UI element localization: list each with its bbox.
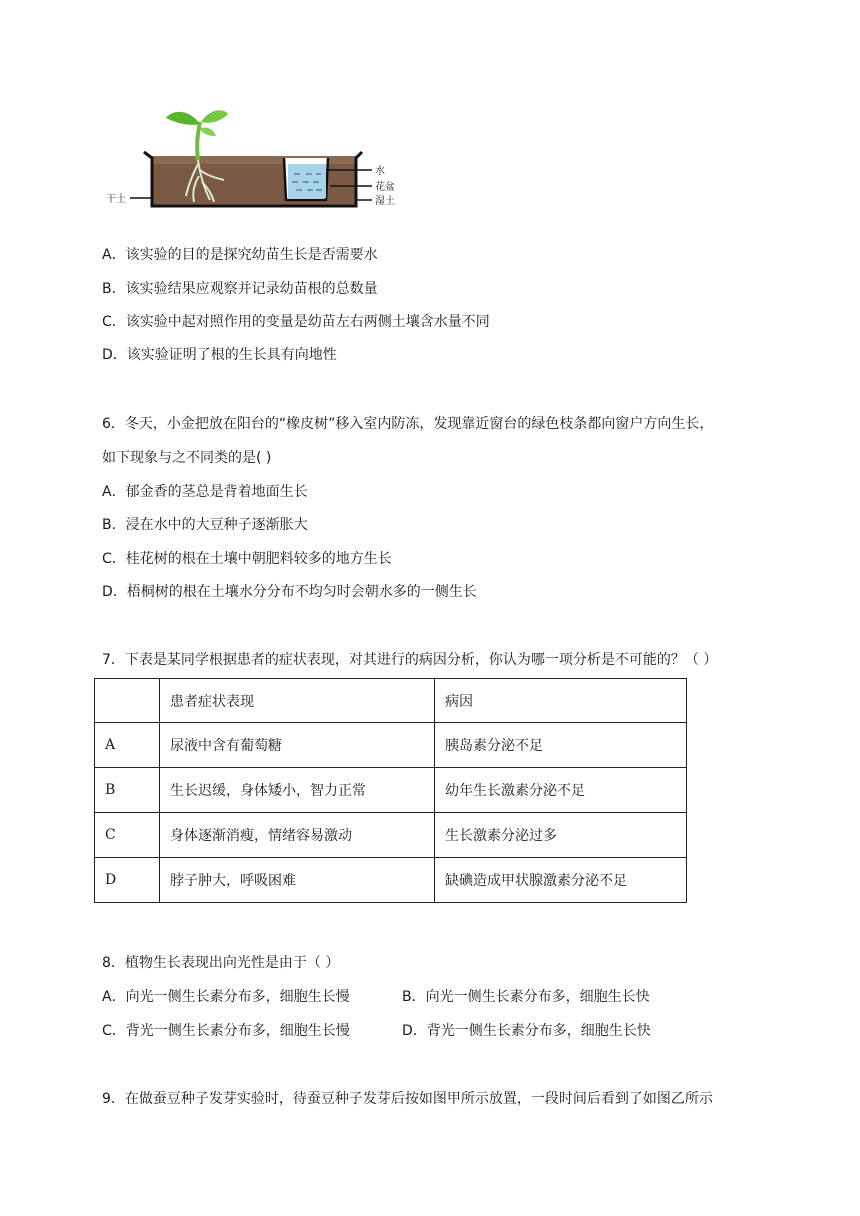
q9-stem-line1: 9．在做蚕豆种子发芽实验时，待蚕豆种子发芽后按如图甲所示放置，一段时间后看到了如图乙所示 xyxy=(102,1091,713,1107)
table-cell: 缺碘造成甲状腺激素分泌不足 xyxy=(435,858,687,903)
q5-option-b: B．该实验结果应观察并记录幼苗根的总数量 xyxy=(102,281,378,297)
label-dry-soil: 干土 xyxy=(106,194,126,205)
q6-option-c: C．桂花树的根在土壤中朝肥料较多的地方生长 xyxy=(102,551,392,567)
table-header-cell: 病因 xyxy=(435,679,687,723)
q8-option-a: A．向光一侧生长素分布多，细胞生长慢 xyxy=(102,989,350,1005)
q8-option-c: C．背光一侧生长素分布多，细胞生长慢 xyxy=(102,1023,350,1039)
table-cell: 生长激素分泌过多 xyxy=(435,813,687,858)
table-row xyxy=(95,813,687,858)
label-flowerpot: 花盆 xyxy=(375,182,395,193)
table-row xyxy=(95,768,687,813)
table-cell: C xyxy=(95,813,160,858)
table-cell: 生长迟缓，身体矮小，智力正常 xyxy=(160,768,435,813)
table-cell: 幼年生长激素分泌不足 xyxy=(435,768,687,813)
table-header-cell: 患者症状表现 xyxy=(160,679,435,723)
q6-stem-line2: 如下现象与之不同类的是( ) xyxy=(102,450,272,466)
q6-option-b: B．浸在水中的大豆种子逐渐胀大 xyxy=(102,517,308,533)
label-wet-soil: 湿土 xyxy=(375,196,395,207)
q5-option-c: C．该实验中起对照作用的变量是幼苗左右两侧土壤含水量不同 xyxy=(102,314,490,330)
table-cell: 尿液中含有葡萄糖 xyxy=(160,723,435,768)
label-water: 水 xyxy=(375,166,385,177)
table-cell: 脖子肿大，呼吸困难 xyxy=(160,858,435,903)
q6-option-d: D．梧桐树的根在土壤水分分布不均匀时会朝水多的一侧生长 xyxy=(102,584,477,600)
q5-option-d: D．该实验证明了根的生长具有向地性 xyxy=(102,347,337,363)
table-cell: 胰岛素分泌不足 xyxy=(435,723,687,768)
table-header-row xyxy=(95,679,687,723)
water xyxy=(288,164,326,198)
table-row xyxy=(95,723,687,768)
experiment-figure xyxy=(100,104,400,214)
q8-option-b: B．向光一侧生长素分布多，细胞生长快 xyxy=(402,989,650,1005)
q8-stem: 8．植物生长表现出向光性是由于（ ） xyxy=(102,955,340,971)
table-cell: D xyxy=(95,858,160,903)
q6-option-a: A．郁金香的茎总是背着地面生长 xyxy=(102,484,308,500)
table-cell: A xyxy=(95,723,160,768)
table-cell: 身体逐渐消瘦，情绪容易激动 xyxy=(160,813,435,858)
q8-option-d: D．背光一侧生长素分布多，细胞生长快 xyxy=(402,1023,651,1039)
q5-option-a: A．该实验的目的是探究幼苗生长是否需要水 xyxy=(102,247,378,263)
q7-stem: 7．下表是某同学根据患者的症状表现，对其进行的病因分析，你认为哪一项分析是不可能的？（ ） xyxy=(102,652,718,668)
q6-stem-line1: 6．冬天，小金把放在阳台的“橡皮树”移入室内防冻，发现靠近窗台的绿色枝条都向窗户方向生长， xyxy=(102,416,714,432)
table-header-cell xyxy=(95,679,160,723)
table-row xyxy=(95,858,687,903)
symptom-table xyxy=(94,678,687,903)
table-cell: B xyxy=(95,768,160,813)
